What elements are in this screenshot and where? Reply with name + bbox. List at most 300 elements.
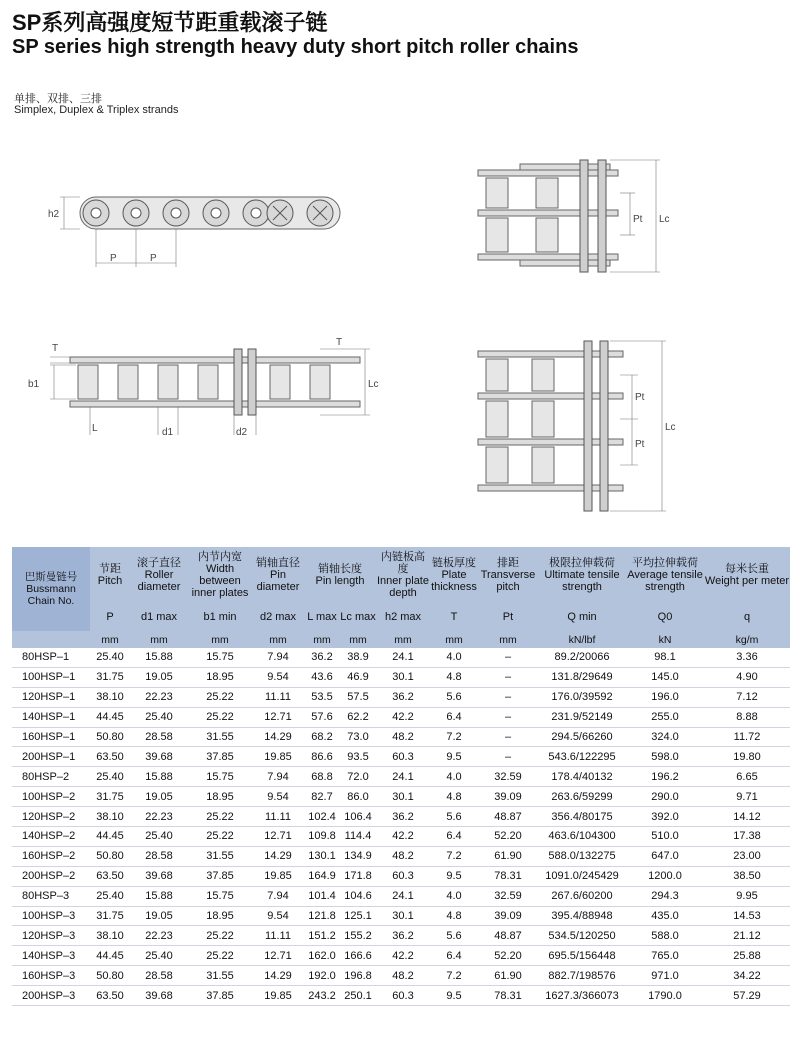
table-cell: 57.5 [340, 687, 376, 707]
chain-number-cell: 140HSP–1 [12, 707, 90, 727]
table-cell: 18.95 [188, 787, 252, 807]
table-cell: 15.88 [130, 648, 188, 667]
table-cell: 11.72 [704, 727, 790, 747]
table-cell: 196.8 [340, 966, 376, 986]
table-cell: 9.5 [430, 866, 478, 886]
table-cell: 7.94 [252, 767, 304, 787]
table-row [12, 986, 790, 1006]
table-cell: 196.2 [626, 767, 704, 787]
table-cell: 25.22 [188, 707, 252, 727]
table-cell: 7.2 [430, 727, 478, 747]
table-cell: 30.1 [376, 906, 430, 926]
table-cell: 19.05 [130, 906, 188, 926]
table-cell: 9.71 [704, 787, 790, 807]
label-p-2: P [150, 253, 157, 264]
chain-number-cell: 100HSP–1 [12, 667, 90, 687]
table-cell: 12.71 [252, 946, 304, 966]
table-cell: 72.0 [340, 767, 376, 787]
table-cell: 18.95 [188, 667, 252, 687]
sym-d2: d2 max [252, 603, 304, 631]
table-cell: 38.10 [90, 687, 130, 707]
table-cell: 15.75 [188, 767, 252, 787]
table-cell: 534.5/120250 [538, 926, 626, 946]
table-cell: 68.2 [304, 727, 340, 747]
table-cell: 19.85 [252, 747, 304, 767]
table-cell: 9.5 [430, 747, 478, 767]
table-cell: 61.90 [478, 966, 538, 986]
table-cell: 4.0 [430, 767, 478, 787]
label-lc-2: Lc [368, 379, 379, 390]
table-cell: 89.2/20066 [538, 648, 626, 667]
table-cell: 48.87 [478, 807, 538, 827]
table-cell: 263.6/59299 [538, 787, 626, 807]
chain-number-cell: 140HSP–3 [12, 946, 90, 966]
table-cell: 43.6 [304, 667, 340, 687]
table-cell: 25.88 [704, 946, 790, 966]
table-cell: 98.1 [626, 648, 704, 667]
table-cell: 44.45 [90, 707, 130, 727]
table-cell: 1200.0 [626, 866, 704, 886]
table-cell: 4.90 [704, 667, 790, 687]
table-cell: – [478, 667, 538, 687]
sym-h2: h2 max [376, 603, 430, 631]
table-cell: 15.88 [130, 886, 188, 906]
table-cell: 78.31 [478, 866, 538, 886]
chain-number-cell: 200HSP–3 [12, 986, 90, 1006]
table-cell: 134.9 [340, 846, 376, 866]
table-cell: 8.88 [704, 707, 790, 727]
table-cell: 60.3 [376, 747, 430, 767]
header-pin-length: 销轴长度 Pin length [304, 547, 376, 603]
table-cell: 510.0 [626, 827, 704, 847]
table-cell: 24.1 [376, 648, 430, 667]
table-cell: 39.09 [478, 906, 538, 926]
sym-d1: d1 max [130, 603, 188, 631]
sym-weight: q [704, 603, 790, 631]
table-cell: 57.29 [704, 986, 790, 1006]
table-cell: 543.6/122295 [538, 747, 626, 767]
table-cell: 7.2 [430, 846, 478, 866]
table-cell: 1790.0 [626, 986, 704, 1006]
table-cell: 42.2 [376, 946, 430, 966]
table-cell: 23.00 [704, 846, 790, 866]
table-cell: 971.0 [626, 966, 704, 986]
chain-spec-table [12, 547, 790, 1006]
table-cell: 39.68 [130, 986, 188, 1006]
table-cell: 294.3 [626, 886, 704, 906]
header-plate-thickness: 链板厚度 Plate thickness [430, 547, 478, 603]
table-cell: – [478, 648, 538, 667]
header-plate-depth: 内链板高度 Inner plate depth [376, 547, 430, 603]
table-cell: 6.65 [704, 767, 790, 787]
table-cell: 14.29 [252, 727, 304, 747]
unit-blank [12, 631, 90, 648]
table-cell: 151.2 [304, 926, 340, 946]
table-cell: 28.58 [130, 846, 188, 866]
table-cell: 104.6 [340, 886, 376, 906]
table-cell: 52.20 [478, 946, 538, 966]
table-cell: 5.6 [430, 926, 478, 946]
table-row [12, 767, 790, 787]
unit-pt: mm [478, 631, 538, 648]
table-cell: 38.9 [340, 648, 376, 667]
table-row [12, 827, 790, 847]
table-cell: 44.45 [90, 946, 130, 966]
table-cell: 7.2 [430, 966, 478, 986]
label-h2: h2 [48, 209, 60, 220]
table-cell: 38.10 [90, 926, 130, 946]
table-cell: 73.0 [340, 727, 376, 747]
table-row [12, 846, 790, 866]
label-d1: d1 [162, 427, 174, 438]
duplex-chain-top-view-diagram [460, 150, 700, 280]
subtitle-en: Simplex, Duplex & Triplex strands [14, 104, 179, 116]
table-cell: 114.4 [340, 827, 376, 847]
table-cell: 178.4/40132 [538, 767, 626, 787]
table-cell: 435.0 [626, 906, 704, 926]
table-cell: 3.36 [704, 648, 790, 667]
table-row [12, 687, 790, 707]
table-cell: 255.0 [626, 707, 704, 727]
table-cell: 57.6 [304, 707, 340, 727]
unit-pitch: mm [90, 631, 130, 648]
table-cell: 24.1 [376, 886, 430, 906]
table-cell: 11.11 [252, 687, 304, 707]
table-cell: 109.8 [304, 827, 340, 847]
table-cell: 25.40 [130, 827, 188, 847]
table-cell: 38.50 [704, 866, 790, 886]
table-cell: 7.94 [252, 886, 304, 906]
table-cell: 31.55 [188, 727, 252, 747]
sym-t: T [430, 603, 478, 631]
label-b1: b1 [28, 379, 40, 390]
table-cell: 324.0 [626, 727, 704, 747]
table-cell: 162.0 [304, 946, 340, 966]
table-cell: 25.22 [188, 827, 252, 847]
table-cell: 164.9 [304, 866, 340, 886]
table-cell: 31.55 [188, 846, 252, 866]
header-weight: 每米长重 Weight per meter [704, 547, 790, 603]
table-row [12, 747, 790, 767]
unit-h2: mm [376, 631, 430, 648]
table-cell: 31.75 [90, 667, 130, 687]
table-cell: 12.71 [252, 707, 304, 727]
table-cell: 4.0 [430, 648, 478, 667]
table-cell: 12.71 [252, 827, 304, 847]
table-cell: 22.23 [130, 687, 188, 707]
table-cell: 38.10 [90, 807, 130, 827]
table-cell: – [478, 687, 538, 707]
table-cell: 28.58 [130, 727, 188, 747]
table-cell: 25.22 [188, 807, 252, 827]
header-inner-width: 内节内宽 Width between inner plates [188, 547, 252, 603]
table-row [12, 886, 790, 906]
unit-lc: mm [340, 631, 376, 648]
table-cell: 765.0 [626, 946, 704, 966]
table-cell: 46.9 [340, 667, 376, 687]
table-cell: 9.54 [252, 667, 304, 687]
table-cell: 19.05 [130, 787, 188, 807]
unit-d1: mm [130, 631, 188, 648]
table-cell: 9.54 [252, 906, 304, 926]
header-pitch: 节距 Pitch [90, 547, 130, 603]
header-pin-diameter: 销轴直径 Pin diameter [252, 547, 304, 603]
label-p-1: P [110, 253, 117, 264]
table-cell: 42.2 [376, 827, 430, 847]
table-cell: 25.40 [90, 886, 130, 906]
label-lc-3: Lc [665, 422, 676, 433]
table-cell: 19.85 [252, 866, 304, 886]
table-cell: 9.5 [430, 986, 478, 1006]
table-cell: 4.8 [430, 906, 478, 926]
unit-weight: kg/m [704, 631, 790, 648]
table-cell: 106.4 [340, 807, 376, 827]
table-cell: 32.59 [478, 886, 538, 906]
table-cell: 39.68 [130, 866, 188, 886]
table-cell: 53.5 [304, 687, 340, 707]
table-cell: 60.3 [376, 986, 430, 1006]
chain-number-cell: 160HSP–1 [12, 727, 90, 747]
table-cell: 24.1 [376, 767, 430, 787]
label-t-2: T [336, 337, 343, 348]
table-cell: 48.2 [376, 846, 430, 866]
label-pt-a: Pt [635, 392, 645, 403]
table-cell: 14.12 [704, 807, 790, 827]
sym-pitch: P [90, 603, 130, 631]
table-cell: 37.85 [188, 986, 252, 1006]
table-cell: 21.12 [704, 926, 790, 946]
chain-number-cell: 120HSP–1 [12, 687, 90, 707]
table-cell: 102.4 [304, 807, 340, 827]
table-body [12, 648, 790, 1006]
chain-number-cell: 100HSP–2 [12, 787, 90, 807]
table-cell: 5.6 [430, 807, 478, 827]
sym-b1: b1 min [188, 603, 252, 631]
table-cell: 19.85 [252, 986, 304, 1006]
table-cell: 31.75 [90, 906, 130, 926]
table-cell: 121.8 [304, 906, 340, 926]
table-cell: – [478, 747, 538, 767]
table-cell: 48.2 [376, 727, 430, 747]
table-cell: 32.59 [478, 767, 538, 787]
header-roller-diameter: 滚子直径 Roller diameter [130, 547, 188, 603]
table-cell: 30.1 [376, 787, 430, 807]
table-cell: 294.5/66260 [538, 727, 626, 747]
table-cell: 15.75 [188, 886, 252, 906]
unit-t: mm [430, 631, 478, 648]
table-cell: 598.0 [626, 747, 704, 767]
table-cell: 4.0 [430, 886, 478, 906]
table-cell: 1091.0/245429 [538, 866, 626, 886]
table-cell: 63.50 [90, 866, 130, 886]
sym-q: Q min [538, 603, 626, 631]
table-cell: 50.80 [90, 727, 130, 747]
table-cell: 267.6/60200 [538, 886, 626, 906]
unit-d2: mm [252, 631, 304, 648]
table-cell: 50.80 [90, 966, 130, 986]
chain-number-cell: 160HSP–2 [12, 846, 90, 866]
chain-number-cell: 120HSP–3 [12, 926, 90, 946]
table-cell: 31.75 [90, 787, 130, 807]
table-cell: 25.22 [188, 926, 252, 946]
chain-side-view-diagram [40, 185, 400, 275]
table-cell: 44.45 [90, 827, 130, 847]
table-cell: 14.53 [704, 906, 790, 926]
table-cell: 125.1 [340, 906, 376, 926]
table-cell: 14.29 [252, 846, 304, 866]
subtitle-cn: 单排、双排、三排 [14, 93, 102, 105]
table-cell: 36.2 [376, 807, 430, 827]
table-row [12, 787, 790, 807]
table-cell: 25.40 [130, 946, 188, 966]
table-cell: 176.0/39592 [538, 687, 626, 707]
table-cell: 36.2 [376, 926, 430, 946]
table-row [12, 707, 790, 727]
chain-number-cell: 80HSP–1 [12, 648, 90, 667]
table-cell: 17.38 [704, 827, 790, 847]
table-row [12, 966, 790, 986]
chain-number-cell: 80HSP–2 [12, 767, 90, 787]
unit-l: mm [304, 631, 340, 648]
table-cell: 62.2 [340, 707, 376, 727]
table-cell: 4.8 [430, 787, 478, 807]
table-cell: 9.95 [704, 886, 790, 906]
table-cell: 19.80 [704, 747, 790, 767]
table-row [12, 807, 790, 827]
table-cell: 39.68 [130, 747, 188, 767]
table-cell: 25.40 [90, 648, 130, 667]
table-cell: 171.8 [340, 866, 376, 886]
table-cell: 68.8 [304, 767, 340, 787]
table-row [12, 906, 790, 926]
table-row [12, 946, 790, 966]
table-cell: 86.6 [304, 747, 340, 767]
chain-number-cell: 140HSP–2 [12, 827, 90, 847]
table-cell: 1627.3/366073 [538, 986, 626, 1006]
unit-q0: kN [626, 631, 704, 648]
table-cell: 392.0 [626, 807, 704, 827]
chain-number-cell: 200HSP–2 [12, 866, 90, 886]
table-cell: 101.4 [304, 886, 340, 906]
table-row [12, 866, 790, 886]
table-cell: 22.23 [130, 926, 188, 946]
table-cell: – [478, 707, 538, 727]
chain-number-cell: 120HSP–2 [12, 807, 90, 827]
table-cell: 60.3 [376, 866, 430, 886]
table-cell: 695.5/156448 [538, 946, 626, 966]
table-cell: 882.7/198576 [538, 966, 626, 986]
label-t-1: T [52, 343, 59, 354]
sym-lc: Lc max [340, 603, 376, 631]
label-pt: Pt [633, 214, 643, 225]
table-cell: 6.4 [430, 707, 478, 727]
table-cell: 250.1 [340, 986, 376, 1006]
page-title-cn: SP系列高强度短节距重载滚子链 [12, 10, 328, 35]
page-title-en: SP series high strength heavy duty short pitch roller chains [12, 36, 579, 58]
table-cell: 647.0 [626, 846, 704, 866]
table-cell: 145.0 [626, 667, 704, 687]
table-cell: 37.85 [188, 866, 252, 886]
table-cell: 25.22 [188, 687, 252, 707]
table-cell: 356.4/80175 [538, 807, 626, 827]
table-cell: 39.09 [478, 787, 538, 807]
chain-number-cell: 100HSP–3 [12, 906, 90, 926]
table-cell: 243.2 [304, 986, 340, 1006]
table-cell: 14.29 [252, 966, 304, 986]
table-cell: 131.8/29649 [538, 667, 626, 687]
sym-l: L max [304, 603, 340, 631]
table-cell: 82.7 [304, 787, 340, 807]
table-cell: 7.94 [252, 648, 304, 667]
chain-number-cell: 160HSP–3 [12, 966, 90, 986]
table-row [12, 926, 790, 946]
table-cell: 78.31 [478, 986, 538, 1006]
table-cell: 34.22 [704, 966, 790, 986]
table-cell: 6.4 [430, 946, 478, 966]
table-cell: 463.6/104300 [538, 827, 626, 847]
simplex-chain-top-view-diagram [20, 335, 380, 445]
table-cell: 28.58 [130, 966, 188, 986]
table-cell: 290.0 [626, 787, 704, 807]
table-cell: 36.2 [376, 687, 430, 707]
sym-q0: Q0 [626, 603, 704, 631]
table-cell: 31.55 [188, 966, 252, 986]
header-ultimate-strength: 极限拉伸载荷 Ultimate tensile strength [538, 547, 626, 603]
table-cell: 48.2 [376, 966, 430, 986]
table-cell: 18.95 [188, 906, 252, 926]
table-cell: 22.23 [130, 807, 188, 827]
table-cell: 86.0 [340, 787, 376, 807]
table-cell: 9.54 [252, 787, 304, 807]
table-cell: 155.2 [340, 926, 376, 946]
table-cell: 166.6 [340, 946, 376, 966]
triplex-chain-top-view-diagram [460, 335, 700, 525]
table-cell: 130.1 [304, 846, 340, 866]
table-cell: 15.75 [188, 648, 252, 667]
chain-number-cell: 200HSP–1 [12, 747, 90, 767]
header-average-strength: 平均拉伸载荷 Average tensile strength [626, 547, 704, 603]
table-cell: 11.11 [252, 807, 304, 827]
table-cell: 48.87 [478, 926, 538, 946]
table-cell: 5.6 [430, 687, 478, 707]
chain-number-cell: 80HSP–3 [12, 886, 90, 906]
table-cell: 93.5 [340, 747, 376, 767]
table-cell: 15.88 [130, 767, 188, 787]
table-cell: 36.2 [304, 648, 340, 667]
table-cell: 37.85 [188, 747, 252, 767]
table-cell: 231.9/52149 [538, 707, 626, 727]
table-cell: 63.50 [90, 747, 130, 767]
unit-q: kN/lbf [538, 631, 626, 648]
table-cell: 11.11 [252, 926, 304, 946]
table-cell: 25.40 [90, 767, 130, 787]
table-cell: 19.05 [130, 667, 188, 687]
table-cell: 61.90 [478, 846, 538, 866]
table-cell: 50.80 [90, 846, 130, 866]
table-cell: 395.4/88948 [538, 906, 626, 926]
header-bussmann: 巴斯曼链号 Bussmann Chain No. [12, 547, 90, 631]
table-cell: 25.40 [130, 707, 188, 727]
table-cell: 588.0/132275 [538, 846, 626, 866]
unit-b1: mm [188, 631, 252, 648]
label-d2: d2 [236, 427, 248, 438]
table-row [12, 648, 790, 667]
table-cell: 192.0 [304, 966, 340, 986]
table-cell: 4.8 [430, 667, 478, 687]
table-cell: 588.0 [626, 926, 704, 946]
label-l: L [92, 423, 98, 434]
label-pt-b: Pt [635, 439, 645, 450]
